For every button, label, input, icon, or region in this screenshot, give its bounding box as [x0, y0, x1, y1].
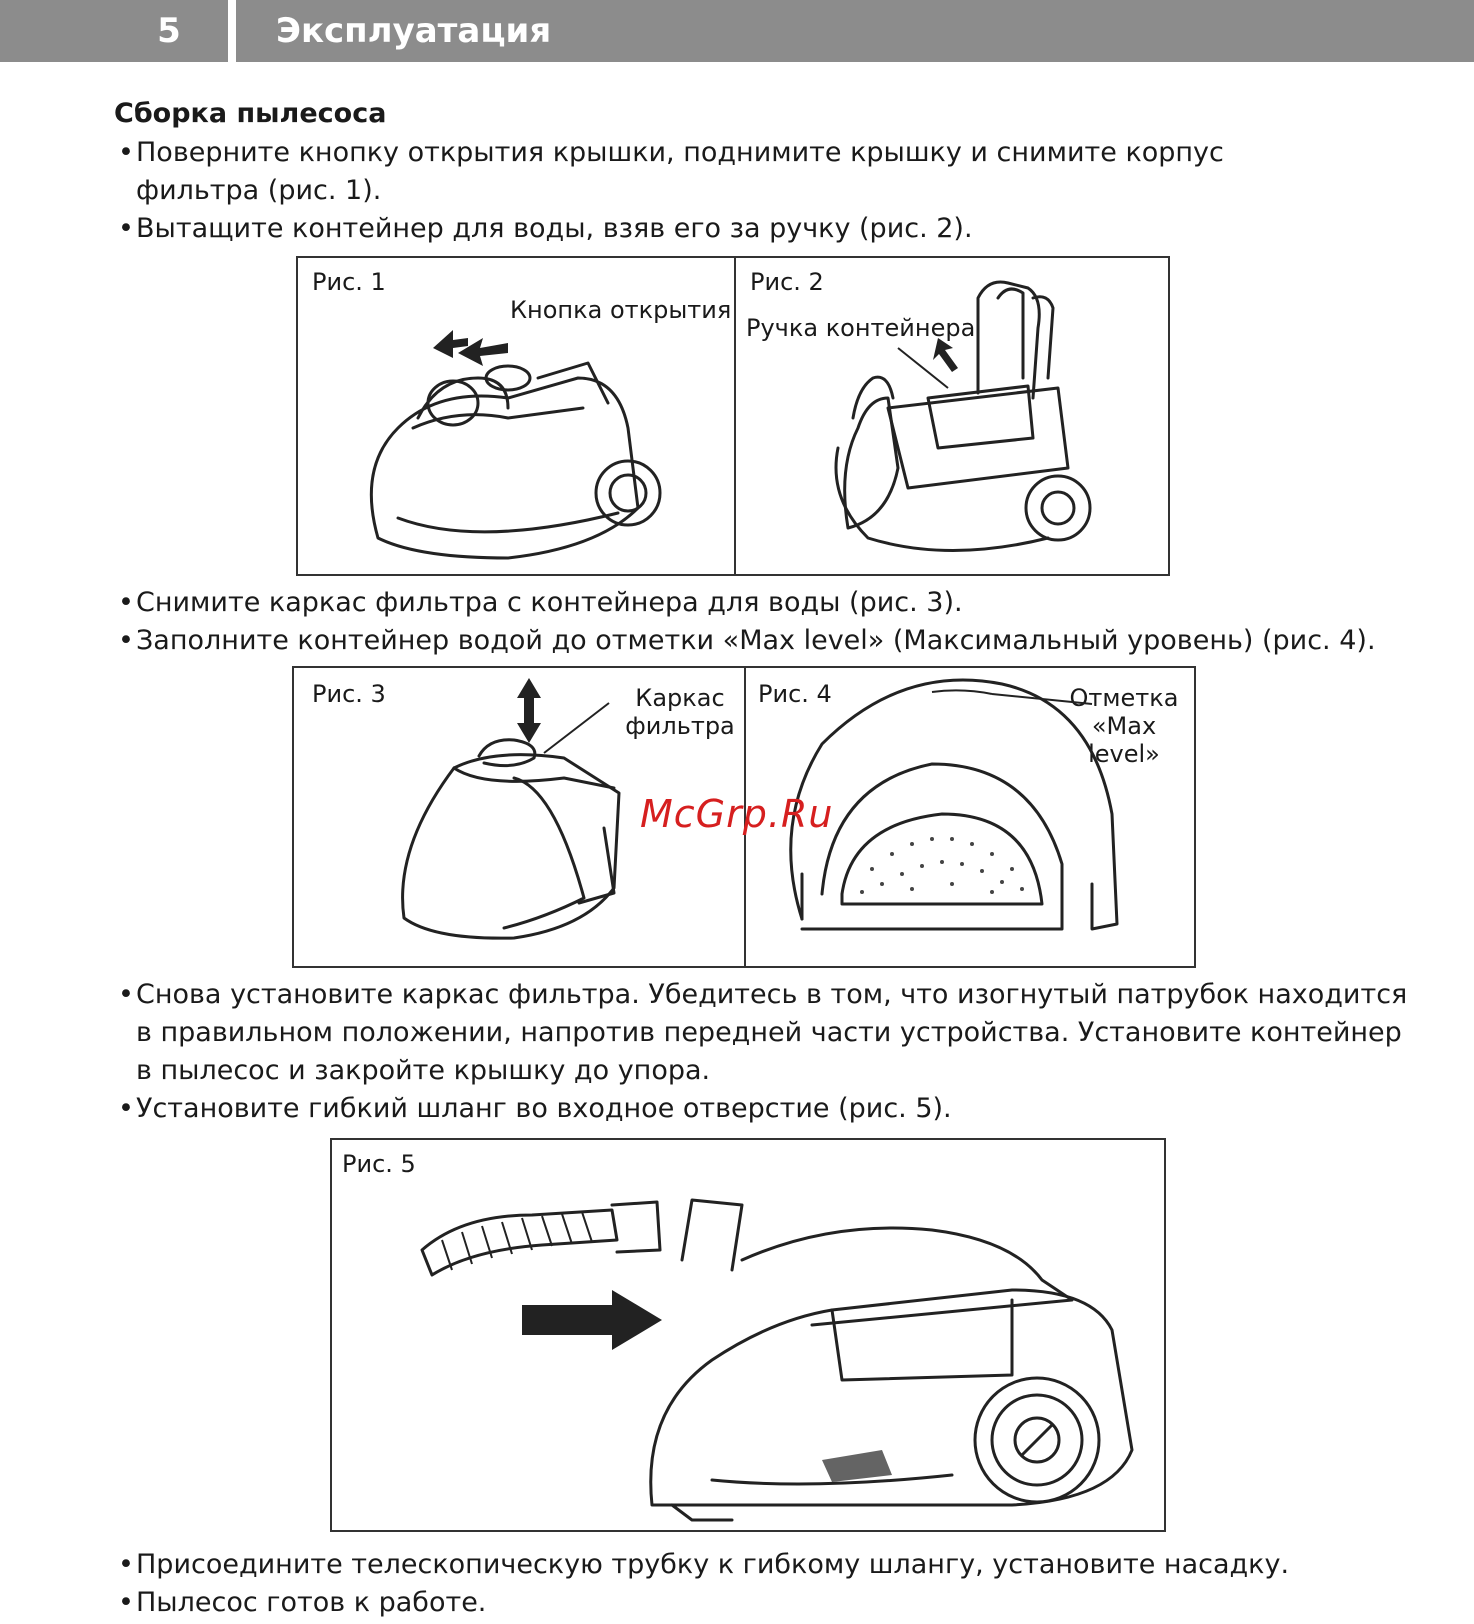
bullet-4: •Заполните контейнер водой до отметки «Max level» (Максимальный уровень) (рис. 4).	[118, 625, 1376, 656]
bullet-1-line-1: Поверните кнопку открытия крышки, поднимите крышку и снимите корпус	[136, 137, 1224, 168]
figure-1-label: Рис. 1	[312, 268, 386, 296]
bullet-2: •Вытащите контейнер для воды, взяв его за ручку (рис. 2).	[118, 213, 973, 244]
figure-2-label: Рис. 2	[750, 268, 824, 296]
bullet-6-text: Установите гибкий шланг во входное отверстие (рис. 5).	[136, 1093, 952, 1124]
bullet-7-text: Присоедините телескопическую трубку к гибкому шлангу, установите насадку.	[136, 1549, 1290, 1580]
page-number: 5	[0, 0, 228, 62]
figure-1-callout: Кнопка открытия	[510, 296, 732, 324]
figure-4-label: Рис. 4	[758, 680, 832, 708]
bullet-8: •Пылесос готов к работе.	[118, 1587, 487, 1618]
bullet-2-text: Вытащите контейнер для воды, взяв его за ручку (рис. 2).	[136, 213, 973, 244]
figure-3-water-container-illustration	[394, 678, 644, 963]
bullet-5: •Снова установите каркас фильтра. Убедитесь в том, что изогнутый патрубок находится в правильном положении, напротив передней части устройства. Установите контейнер в пылесос и закройте крышку до упора.	[118, 976, 1407, 1090]
bullet-7: •Присоедините телескопическую трубку к гибкому шлангу, установите насадку.	[118, 1549, 1290, 1580]
figure-3-callout-line-1: Каркас	[635, 684, 725, 712]
bullet-1-line-2: фильтра (рис. 1).	[136, 175, 382, 206]
figure-1-vacuum-illustration	[358, 308, 718, 568]
section-title: Сборка пылесоса	[114, 98, 387, 129]
figure-5-hose-vacuum-illustration	[412, 1160, 1152, 1530]
figure-4-callout-line-2: «Max level»	[1088, 712, 1160, 768]
figure-2-callout: Ручка контейнера	[746, 314, 976, 342]
figure-3-callout-line-2: фильтра	[625, 712, 735, 740]
bullet-5-line-3: в пылесос и закройте крышку до упора.	[136, 1055, 711, 1086]
chapter-title: Эксплуатация	[236, 0, 1474, 62]
figure-3-label: Рис. 3	[312, 680, 386, 708]
bullet-8-text: Пылесос готов к работе.	[136, 1587, 487, 1618]
figure-4-callout-line-1: Отметка	[1069, 684, 1179, 712]
bullet-5-line-1: Снова установите каркас фильтра. Убедитесь в том, что изогнутый патрубок находится	[136, 979, 1408, 1010]
bullet-3-text: Снимите каркас фильтра с контейнера для воды (рис. 3).	[136, 587, 963, 618]
bullet-6: •Установите гибкий шланг во входное отверстие (рис. 5).	[118, 1093, 952, 1124]
figure-2-vacuum-illustration	[828, 268, 1158, 568]
figure-1-2-frame	[296, 256, 1170, 576]
figure-5-label: Рис. 5	[342, 1150, 416, 1178]
page-header	[0, 0, 1474, 62]
bullet-4-text: Заполните контейнер водой до отметки «Max level» (Максимальный уровень) (рис. 4).	[136, 625, 1376, 656]
bullet-1: •Поверните кнопку открытия крышки, поднимите крышку и снимите корпус фильтра (рис. 1).	[118, 134, 1224, 210]
bullet-3: •Снимите каркас фильтра с контейнера для воды (рис. 3).	[118, 587, 963, 618]
bullet-5-line-2: в правильном положении, напротив передней части устройства. Установите контейнер	[136, 1017, 1402, 1048]
watermark: McGrp.Ru	[640, 792, 834, 836]
figure-divider	[734, 258, 736, 574]
figure-5-frame	[330, 1138, 1166, 1532]
